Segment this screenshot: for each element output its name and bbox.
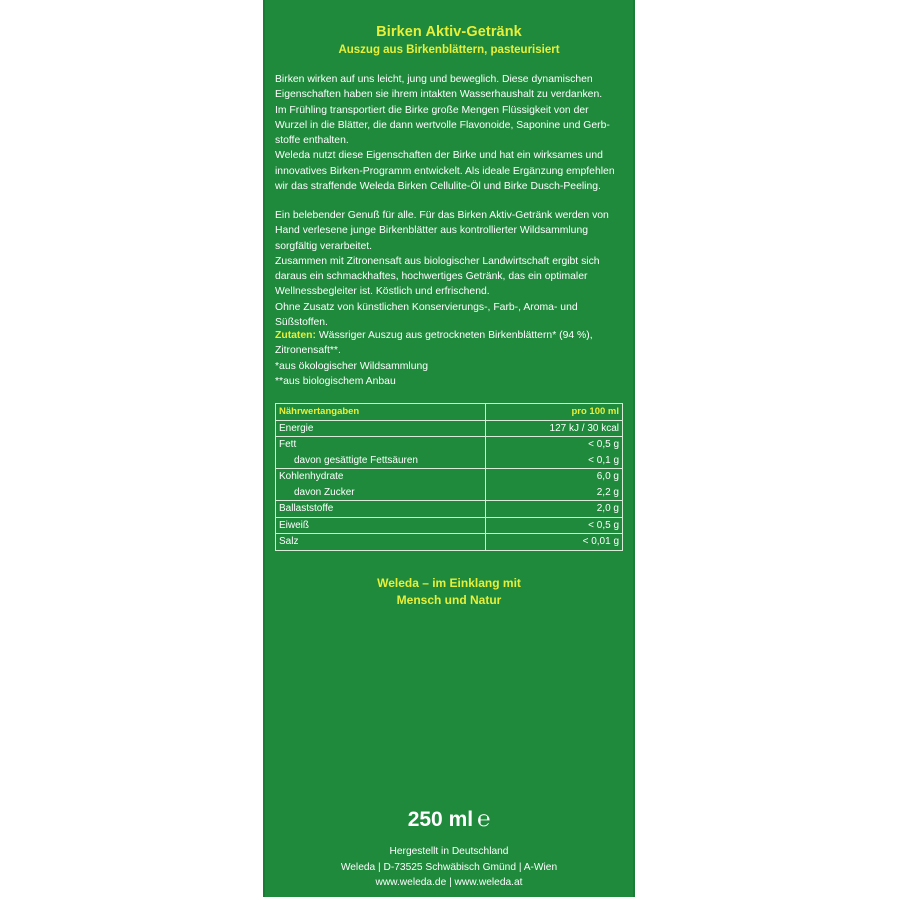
text-line: daraus ein schmackhaftes, hochwertiges Getränk, das ein optimaler	[275, 271, 588, 283]
nutrition-row	[276, 534, 623, 551]
ingredients-note-2: **aus biologischem Anbau	[275, 375, 396, 387]
nutrition-label: davon gesättigte Fettsäuren	[276, 453, 486, 469]
text-line: Wurzel in die Blätter, die dann wertvolle Flavonoide, Saponine und Gerb-	[275, 119, 610, 131]
nutrition-value: 2,2 g	[486, 485, 623, 501]
nutrition-header-row	[276, 404, 623, 421]
nutrition-value: < 0,01 g	[486, 534, 623, 551]
product-label-panel	[263, 0, 635, 897]
ingredients-label: Zutaten:	[275, 330, 316, 341]
nutrition-table	[275, 403, 623, 551]
ingredients-note-1: *aus ökologischer Wildsammlung	[275, 360, 429, 372]
manufacturer-footer	[263, 844, 635, 891]
nutrition-row	[276, 501, 623, 518]
footer-line-3: www.weleda.de | www.weleda.at	[375, 877, 523, 888]
description-paragraph-2	[275, 208, 627, 330]
text-line: Weleda nutzt diese Eigenschaften der Birke und hat ein wirksames und	[275, 150, 603, 162]
nutrition-row	[276, 453, 623, 469]
text-line: Wellnessbegleiter ist. Köstlich und erfrischend.	[275, 286, 490, 298]
text-line: innovatives Birken-Programm entwickelt. Als ideale Ergänzung empfehlen	[275, 165, 615, 177]
nutrition-value: < 0,1 g	[486, 453, 623, 469]
nutrition-header-label: Nährwertangaben	[276, 404, 486, 421]
nutrition-row	[276, 469, 623, 485]
footer-line-2: Weleda | D-73525 Schwäbisch Gmünd | A-Wien	[340, 861, 558, 873]
estimated-sign-icon: ℮	[477, 806, 491, 831]
nutrition-label: Eiweiß	[276, 517, 486, 534]
nutrition-label: davon Zucker	[276, 485, 486, 501]
ingredients-text: Wässriger Auszug aus getrockneten Birkenblättern* (94 %),	[315, 330, 593, 341]
ingredients-block	[275, 328, 627, 389]
nutrition-value: < 0,5 g	[486, 437, 623, 453]
ingredients-line	[275, 328, 627, 343]
nutrition-row	[276, 437, 623, 453]
brand-slogan	[263, 575, 635, 608]
text-line: Im Frühling transportiert die Birke große Mengen Flüssigkeit von der	[275, 104, 589, 116]
text-line: sorgfältig verarbeitet.	[275, 240, 373, 252]
text-line: Zusammen mit Zitronensaft aus biologischer Landwirtschaft ergibt sich	[275, 255, 600, 267]
nutrition-label: Salz	[276, 534, 486, 551]
nutrition-row	[276, 517, 623, 534]
text-line: stoffe enthalten.	[275, 135, 349, 147]
slogan-line-1: Weleda – im Einklang mit	[377, 576, 521, 590]
nutrition-label: Kohlenhydrate	[276, 469, 486, 485]
description-paragraph-1	[275, 72, 627, 194]
product-subtitle: Auszug aus Birkenblättern, pasteurisiert	[338, 44, 560, 56]
nutrition-label: Fett	[276, 437, 486, 453]
slogan-line-2: Mensch und Natur	[396, 592, 502, 607]
text-line: Hand verlesene junge Birkenblätter aus kontrollierter Wildsammlung	[275, 225, 589, 237]
volume-label	[263, 806, 635, 832]
ingredients-line-2: Zitronensaft**.	[275, 345, 341, 357]
nutrition-header-unit: pro 100 ml	[486, 404, 623, 421]
footer-line-1: Hergestellt in Deutschland	[389, 846, 509, 857]
volume-amount: 250 ml	[407, 808, 474, 831]
nutrition-value: < 0,5 g	[486, 517, 623, 534]
nutrition-row	[276, 420, 623, 437]
text-line: Eigenschaften haben sie ihrem intakten Wasserhaushalt zu verdanken.	[275, 89, 603, 101]
nutrition-value: 2,0 g	[486, 501, 623, 518]
nutrition-label: Ballaststoffe	[276, 501, 486, 518]
nutrition-value: 127 kJ / 30 kcal	[486, 420, 623, 437]
text-line: Ein belebender Genuß für alle. Für das Birken Aktiv-Getränk werden von	[275, 210, 609, 221]
text-line: wir das straffende Weleda Birken Cellulite-Öl und Birke Dusch-Peeling.	[275, 181, 601, 193]
text-line: Ohne Zusatz von künstlichen Konservierungs-, Farb-, Aroma- und Süßstoffen.	[275, 301, 578, 329]
nutrition-value: 6,0 g	[486, 469, 623, 485]
nutrition-label: Energie	[276, 420, 486, 437]
nutrition-row	[276, 485, 623, 501]
product-title: Birken Aktiv-Getränk	[376, 24, 522, 40]
text-line: Birken wirken auf uns leicht, jung und beweglich. Diese dynamischen	[275, 74, 593, 85]
